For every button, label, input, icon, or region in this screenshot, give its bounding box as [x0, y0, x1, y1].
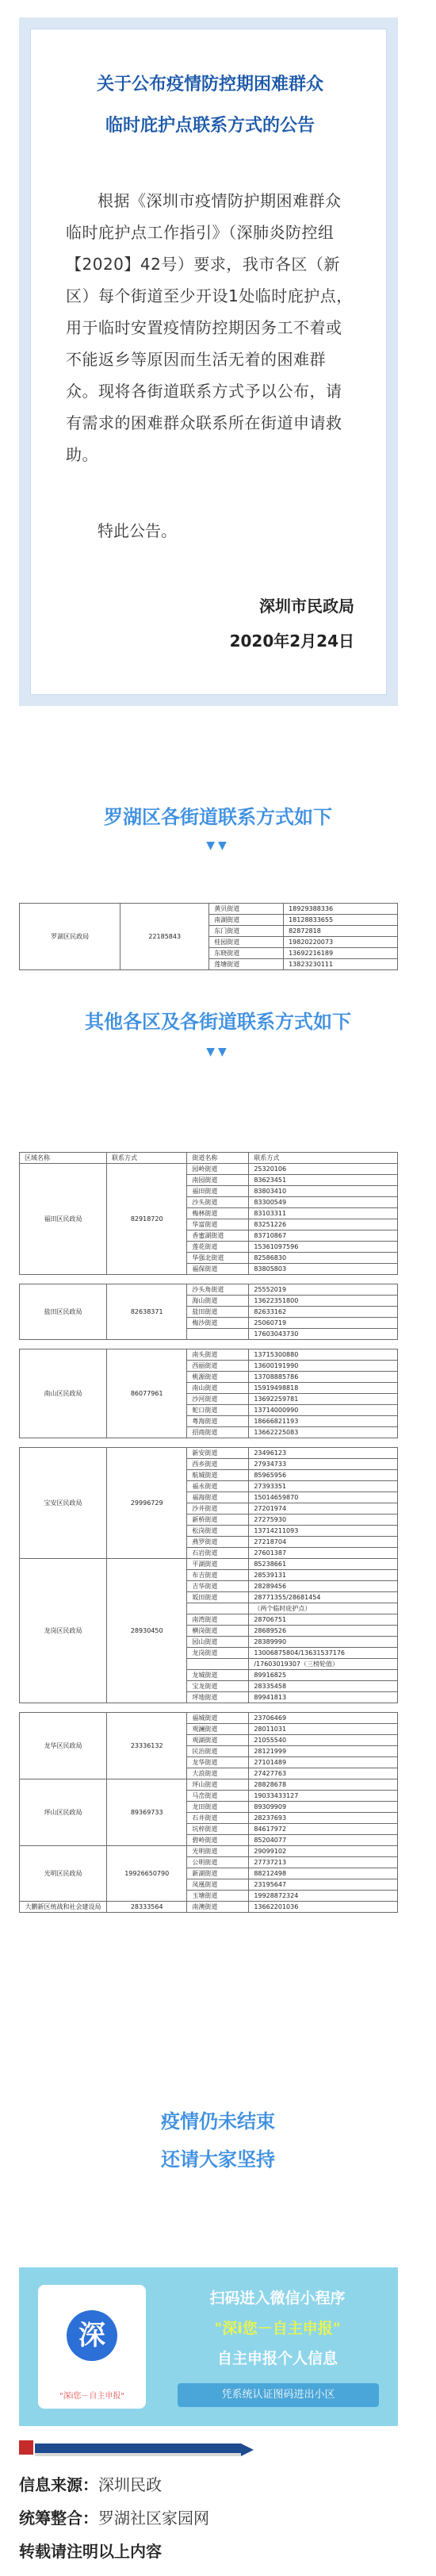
street-phone: 13692259781 [249, 1394, 398, 1405]
table-row [20, 1846, 398, 1857]
street-name: 沙头街道 [187, 1197, 249, 1208]
street-phone: 19820220073 [284, 937, 398, 948]
street-phone: 13708885786 [249, 1372, 398, 1383]
street-phone: 27601387 [249, 1548, 398, 1559]
street-phone: 85965956 [249, 1470, 398, 1481]
street-phone: 82586830 [249, 1253, 398, 1264]
bureau-name: 光明区民政局 [20, 1846, 107, 1902]
street-phone: 89309909 [249, 1802, 398, 1813]
street-phone: 27101489 [249, 1757, 398, 1768]
luohu-section-arrows: ▼▼ [206, 839, 230, 852]
bureau-phone: 82638371 [107, 1284, 187, 1340]
announcement-body: 根据《深圳市疫情防护期困难群众临时庇护点工作指引》（深肺炎防控组【2020】42号）要求，我市各区（新区）每个街道至少开设1处临时庇护点，用于临时安置疫情防控期因务工不着或不能返乡等原因而生活无着的困难群众。现将各街道联系方式予以公布，请有需求的困难群众联系所在街道申请救助。 [66, 191, 353, 464]
bureau-phone: 82918720 [107, 1164, 187, 1275]
luohu-section-title: 罗湖区各街道联系方式如下 [104, 806, 332, 828]
street-phone: 27427763 [249, 1768, 398, 1779]
street-name: 玉塘街道 [187, 1891, 249, 1902]
street-name: 南湖街道 [209, 915, 284, 926]
street-phone: 28011031 [249, 1724, 398, 1735]
bureau-name: 坪山区民政局 [20, 1779, 107, 1846]
street-phone: 23496123 [249, 1448, 398, 1459]
street-phone: 27201974 [249, 1503, 398, 1515]
announcement-title-line2: 临时庇护点联系方式的公告 [105, 116, 315, 136]
street-phone: 13662225083 [249, 1427, 398, 1438]
street-phone: 25060719 [249, 1318, 398, 1329]
table-spacer-cell [20, 1340, 398, 1349]
footer-compile [19, 2505, 209, 2528]
table-header-cell: 联系方式 [249, 1153, 398, 1164]
street-phone: 28689526 [249, 1626, 398, 1637]
table-spacer-cell [20, 1275, 398, 1284]
bureau-name: 罗湖区民政局 [20, 904, 120, 970]
street-phone: 28771355/28681454 [249, 1592, 398, 1603]
banner-line3: 自主申报个人信息 [216, 2350, 338, 2367]
bureau-phone: 29996729 [107, 1448, 187, 1559]
street-name: 凤凰街道 [187, 1879, 249, 1891]
street-name: 松岗街道 [187, 1526, 249, 1537]
table-row [20, 1448, 398, 1459]
street-phone: 28237693 [249, 1813, 398, 1824]
bureau-phone: 28333564 [107, 1902, 187, 1913]
street-name: 福永街道 [187, 1481, 249, 1492]
qr-caption: "深i您－自主申报" [59, 2392, 124, 2401]
street-name: 马峦街道 [187, 1791, 249, 1802]
footer-repost [19, 2539, 162, 2562]
street-name: 西乡街道 [187, 1459, 249, 1470]
street-phone: 25552019 [249, 1284, 398, 1296]
street-name: 粤海街道 [187, 1416, 249, 1427]
banner-line1: 扫码进入微信小程序 [209, 2290, 346, 2307]
street-phone: 82633162 [249, 1307, 398, 1318]
street-phone: 19928872324 [249, 1891, 398, 1902]
street-phone: 28828678 [249, 1779, 398, 1791]
street-phone: 28539131 [249, 1570, 398, 1581]
street-name: 园岭街道 [187, 1164, 249, 1175]
street-name: 桃源街道 [187, 1372, 249, 1383]
street-name: 沙河街道 [187, 1394, 249, 1405]
street-name: 观澜街道 [187, 1724, 249, 1735]
footer-source [19, 2472, 162, 2495]
bureau-phone: 89369733 [107, 1779, 187, 1846]
street-name: 民治街道 [187, 1746, 249, 1757]
table-header-row [20, 1153, 398, 1164]
street-name: 坪山街道 [187, 1779, 249, 1791]
banner-line4: 凭系统认证图码进出小区 [178, 2383, 379, 2407]
street-name: 南头街道 [187, 1349, 249, 1361]
street-phone: 28706751 [249, 1614, 398, 1626]
bureau-phone: 86077961 [107, 1349, 187, 1438]
table-spacer-cell [20, 1438, 398, 1448]
street-phone: 13692216189 [284, 948, 398, 959]
street-phone: 17603043730 [249, 1329, 398, 1340]
announcement-title-line1: 关于公布疫情防控期困难群众 [96, 75, 323, 94]
street-name: 平湖街道 [187, 1559, 249, 1570]
bureau-name: 龙岗区民政局 [20, 1559, 107, 1703]
street-name: 招商街道 [187, 1427, 249, 1438]
street-name: 大浪街道 [187, 1768, 249, 1779]
other-districts-table [19, 1152, 398, 1913]
street-phone: 29099102 [249, 1846, 398, 1857]
street-name: 龙城街道 [187, 1670, 249, 1681]
closing-line2: 还请大家坚持 [161, 2148, 275, 2171]
table-row [20, 1559, 398, 1570]
street-name: 沙井街道 [187, 1503, 249, 1515]
table-row [20, 1284, 398, 1296]
street-name: 东晓街道 [209, 948, 284, 959]
table-row [20, 1902, 398, 1913]
table-spacer [20, 1275, 398, 1284]
bureau-name: 大鹏新区统战和社会建设局 [20, 1902, 107, 1913]
bureau-phone: 22185843 [120, 904, 209, 970]
street-name: 东门街道 [209, 926, 284, 937]
street-phone: 88212498 [249, 1868, 398, 1879]
street-phone: 83623451 [249, 1175, 398, 1186]
street-name: 宝龙街道 [187, 1681, 249, 1692]
street-phone: 13823230111 [284, 959, 398, 970]
street-phone: 13714000990 [249, 1405, 398, 1416]
table-row [20, 904, 398, 915]
street-name: 黄贝街道 [209, 904, 284, 915]
street-name: 南湾街道 [187, 1614, 249, 1626]
table-header-cell: 联系方式 [107, 1153, 187, 1164]
banner-line2: "深i您－自主申报" [214, 2320, 341, 2337]
street-phone: 82872818 [284, 926, 398, 937]
table-row [20, 1713, 398, 1724]
table-spacer-cell [20, 1703, 398, 1713]
street-name: 福城街道 [187, 1713, 249, 1724]
luohu-table [19, 903, 398, 970]
other-section-arrows: ▼▼ [206, 1046, 230, 1058]
bureau-phone: 23336132 [107, 1713, 187, 1779]
street-phone: 83803410 [249, 1186, 398, 1197]
street-phone: 89916825 [249, 1670, 398, 1681]
announcement-frame [19, 17, 398, 706]
bureau-name: 福田区民政局 [20, 1164, 107, 1275]
street-name: 莲花街道 [187, 1242, 249, 1253]
street-phone: /17603019307（三榜轮值） [249, 1659, 398, 1670]
street-phone: 28389990 [249, 1637, 398, 1648]
street-name [187, 1659, 249, 1670]
bureau-name: 龙华区民政局 [20, 1713, 107, 1779]
street-name: 观湖街道 [187, 1735, 249, 1746]
street-name: 龙华街道 [187, 1757, 249, 1768]
bureau-name: 盐田区民政局 [20, 1284, 107, 1340]
announcement-notice: 特此公告。 [98, 521, 177, 540]
street-name: 横岗街道 [187, 1626, 249, 1637]
street-name: 华强北街道 [187, 1253, 249, 1264]
street-name: 南澳街道 [187, 1902, 249, 1913]
table-header-cell: 街道名称 [187, 1153, 249, 1164]
street-phone: 21055540 [249, 1735, 398, 1746]
street-name: 沙头角街道 [187, 1284, 249, 1296]
street-phone: 15014659870 [249, 1492, 398, 1503]
bureau-name: 宝安区民政局 [20, 1448, 107, 1559]
street-phone: 13714211093 [249, 1526, 398, 1537]
street-phone: 28335458 [249, 1681, 398, 1692]
street-name: 蛇口街道 [187, 1405, 249, 1416]
street-phone: 13006875804/13631537176 [249, 1648, 398, 1659]
street-phone: 83300549 [249, 1197, 398, 1208]
street-name: 燕罗街道 [187, 1537, 249, 1548]
street-name: 公明街道 [187, 1857, 249, 1868]
street-name: 光明街道 [187, 1846, 249, 1857]
train-decoration-icon [19, 2432, 257, 2461]
table-spacer [20, 1340, 398, 1349]
street-phone: 85238661 [249, 1559, 398, 1570]
street-name: 园山街道 [187, 1637, 249, 1648]
street-phone: 83103311 [249, 1208, 398, 1219]
street-phone: （两个临时庇护点） [249, 1603, 398, 1614]
street-name: 新湖街道 [187, 1868, 249, 1879]
table-row [20, 1349, 398, 1361]
street-phone: 27218704 [249, 1537, 398, 1548]
street-phone: 13622351800 [249, 1296, 398, 1307]
table-spacer [20, 1703, 398, 1713]
bureau-phone: 28930450 [107, 1559, 187, 1703]
street-name: 海山街道 [187, 1296, 249, 1307]
street-phone: 18929388336 [284, 904, 398, 915]
street-name: 坂田街道 [187, 1592, 249, 1603]
street-phone: 84617972 [249, 1824, 398, 1835]
street-phone: 15919498818 [249, 1383, 398, 1394]
street-phone: 83805803 [249, 1264, 398, 1275]
street-phone: 18666821193 [249, 1416, 398, 1427]
street-phone: 13600191990 [249, 1361, 398, 1372]
qr-code[interactable] [38, 2285, 146, 2409]
street-phone: 83251226 [249, 1219, 398, 1230]
street-phone: 27737213 [249, 1857, 398, 1868]
street-name: 桂园街道 [209, 937, 284, 948]
street-phone: 15361097596 [249, 1242, 398, 1253]
street-name: 南山街道 [187, 1383, 249, 1394]
street-phone: 13662201036 [249, 1902, 398, 1913]
table-spacer [20, 1438, 398, 1448]
street-name: 新桥街道 [187, 1515, 249, 1526]
street-name: 莲塘街道 [209, 959, 284, 970]
street-phone: 13715300880 [249, 1349, 398, 1361]
street-phone: 28121999 [249, 1746, 398, 1757]
street-name: 香蜜湖街道 [187, 1230, 249, 1242]
street-phone: 23706469 [249, 1713, 398, 1724]
announcement-issuer: 深圳市民政局 [259, 597, 354, 616]
table-row [20, 1164, 398, 1175]
street-phone: 18128833655 [284, 915, 398, 926]
street-phone: 27934733 [249, 1459, 398, 1470]
street-name: 梅沙街道 [187, 1318, 249, 1329]
table-header-cell: 区域名称 [20, 1153, 107, 1164]
footer-repost-text: 转载请注明以上内容 [19, 2542, 162, 2561]
bureau-name: 南山区民政局 [20, 1349, 107, 1438]
street-name [187, 1603, 249, 1614]
closing-line1: 疫情仍未结束 [161, 2110, 275, 2133]
street-name: 盐田街道 [187, 1307, 249, 1318]
street-phone: 85204077 [249, 1835, 398, 1846]
table-row [20, 1779, 398, 1791]
street-phone: 19033433127 [249, 1791, 398, 1802]
bureau-phone: 19926650790 [107, 1846, 187, 1902]
street-name: 华富街道 [187, 1219, 249, 1230]
street-phone: 25320106 [249, 1164, 398, 1175]
other-section-title: 其他各区及各街道联系方式如下 [85, 1011, 351, 1033]
street-name [187, 1329, 249, 1340]
street-name: 石岩街道 [187, 1548, 249, 1559]
street-phone: 28289456 [249, 1581, 398, 1592]
announcement-card [30, 29, 387, 695]
footer-compile-label: 统筹整合： [19, 2509, 98, 2528]
street-name: 石井街道 [187, 1813, 249, 1824]
street-phone: 23195647 [249, 1879, 398, 1891]
street-name: 龙田街道 [187, 1802, 249, 1813]
street-name: 西丽街道 [187, 1361, 249, 1372]
street-name: 坪地街道 [187, 1692, 249, 1703]
footer-source-value: 深圳民政 [98, 2475, 162, 2494]
street-name: 福海街道 [187, 1492, 249, 1503]
announcement-date: 2020年2月24日 [229, 632, 354, 651]
street-name: 布吉街道 [187, 1570, 249, 1581]
street-phone: 89941813 [249, 1692, 398, 1703]
street-name: 南园街道 [187, 1175, 249, 1186]
qr-logo-icon: 深 [67, 2310, 117, 2361]
street-name: 航城街道 [187, 1470, 249, 1481]
street-name: 新安街道 [187, 1448, 249, 1459]
street-name: 碧岭街道 [187, 1835, 249, 1846]
street-name: 福保街道 [187, 1264, 249, 1275]
mini-program-banner[interactable] [19, 2267, 398, 2426]
street-phone: 27393351 [249, 1481, 398, 1492]
street-name: 梅林街道 [187, 1208, 249, 1219]
street-name: 福田街道 [187, 1186, 249, 1197]
street-phone: 83710867 [249, 1230, 398, 1242]
street-name: 龙岗街道 [187, 1648, 249, 1659]
footer-compile-value: 罗湖社区家园网 [98, 2509, 209, 2528]
street-name: 坑梓街道 [187, 1824, 249, 1835]
footer-source-label: 信息来源： [19, 2475, 98, 2494]
street-name: 吉华街道 [187, 1581, 249, 1592]
street-phone: 27275930 [249, 1515, 398, 1526]
